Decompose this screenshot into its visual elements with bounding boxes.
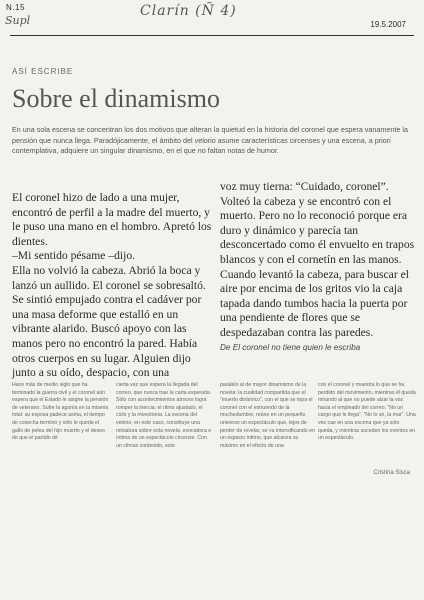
commentary-text: cierta vez que espera la llegada del correo, que nunca trae la carta esperada. Sólo con acontecimientos atroces logra romper la inercia: el ritmo ajustado, el ciclo y la monotonía. La escena del velorio, en este caso, constituye una miniatura sobre esta novela, evocadora e íntima de un espectáculo circense. Con un clímax contenido, este bbox=[116, 382, 212, 449]
headline: Sobre el dinamismo bbox=[12, 84, 220, 113]
excerpt-source-reference: De El coronel no tiene quien le escriba bbox=[220, 342, 361, 352]
author-signature: Cristina Sisca bbox=[373, 470, 410, 476]
section-label: ASÍ ESCRIBE bbox=[12, 67, 74, 76]
commentary-text: Hace más de medio siglo que ha terminado la guerra civil y el coronel aún espera que el Estado le asigne la pensión de veterano. Sufre la agonía en la miseria total: su esposa padece asma, el tiempo de cosecha terminó y sólo le queda el gallo de pelea del hijo muerto y el deseo de que el partido dé bbox=[12, 382, 109, 442]
commentary-text: con el coronel y muestra lo que se ha perdido del movimiento, mientras él queda mirando al que no puede alzar la voz hacia el empleado del correo. “No un cargo que le llega”, “No lo sé, la mar”. Una vez cae en una escena que ya sólo queda, y mientras suceden los eventos en un espectáculo. bbox=[318, 382, 416, 442]
commentary-column-4 bbox=[318, 382, 416, 443]
commentary-column-1 bbox=[12, 382, 110, 443]
header-rule bbox=[10, 35, 414, 36]
excerpt-right-text: voz muy tierna: “Cuidado, coronel”. Volteó la cabeza y se encontró con el muerto. Pero no lo reconoció porque era duro y dinámico y parecía tan desconcertado como él envuelto en trapos blancos y con el cornetín en las manos. Cuando levantó la cabeza, para buscar el aire por encima de los gritos vio la caja tapada dando tumbos hacia la puerta por una pendiente de flores que se despedazaban contra las paredes. bbox=[220, 180, 415, 339]
excerpt-left-column bbox=[12, 191, 212, 381]
handwritten-note-left: Supl bbox=[5, 14, 31, 27]
excerpt-left-text: El coronel hizo de lado a una mujer, encontró de perfil a la madre del muerto, y le puso una mano en el hombro. Apretó los dientes. –Mi sentido pésame –dijo. Ella no volvió la cabeza. Abrió la boca y lanzó un aullido. El coronel se sobresaltó. Se sintió empujado contra el cadáver por una masa deforme que estalló en un vibrante alarido. Buscó apoyo con las manos pero no encontró la pared. Había otros cuerpos en su lugar. Alguien dijo junto a su oído, despacio, con una bbox=[12, 191, 212, 380]
commentary-column-3 bbox=[220, 382, 318, 450]
issue-date: 19.5.2007 bbox=[370, 20, 406, 29]
commentary-text: paralelo al de mayor dinamismo de la novela: la cualidad compartida que el “muerto dinámico”, con el que se topa el coronel con el estruendo de la muchedumbre, reúne en un pequeño universo un espectáculo que, lejos de perder de revelar, se va intensificando en un espacio íntimo, que alcanza su máximo en el efecto de una bbox=[220, 382, 315, 449]
intro-paragraph: En una sola escena se concentran los dos motivos que alteran la quietud en la historia del coronel que espera vanamente la pensión que nunca llega. Paradójicamente, el ámbito del velorio asume características circenses y una escena, a priori contemplativa, adquiere un singular dinamismo, en el que no faltan notas de humor. bbox=[12, 125, 408, 155]
page-number: N.15 bbox=[6, 3, 25, 12]
handwritten-note-center: Clarín (Ñ 4) bbox=[140, 3, 237, 19]
excerpt-right-column bbox=[220, 180, 415, 355]
commentary-column-2 bbox=[116, 382, 214, 450]
